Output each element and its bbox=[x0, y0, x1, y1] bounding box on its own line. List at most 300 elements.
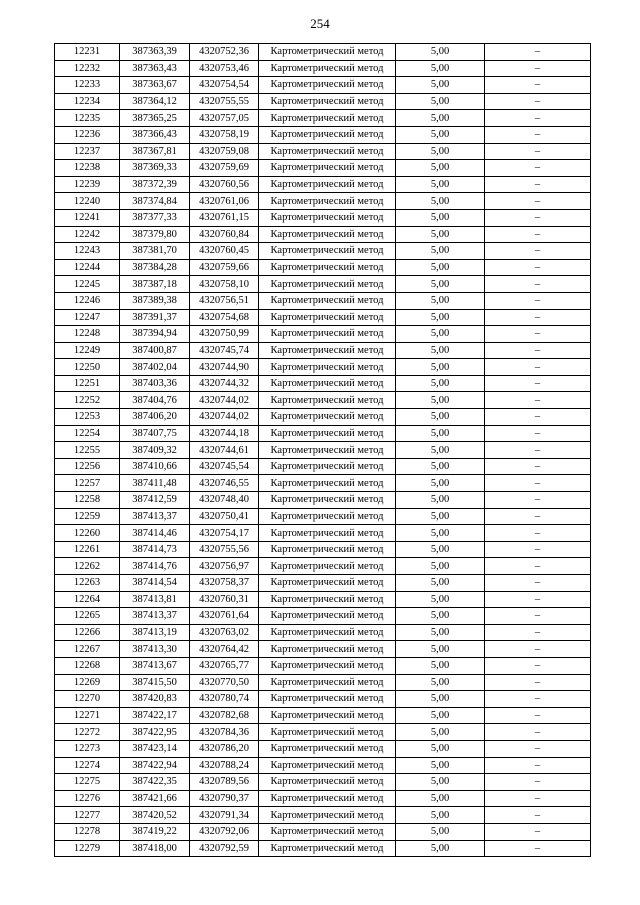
note-cell: – bbox=[485, 757, 591, 774]
x-coordinate-cell: 387409,32 bbox=[120, 442, 190, 459]
note-cell: – bbox=[485, 575, 591, 592]
y-coordinate-cell: 4320761,06 bbox=[190, 193, 259, 210]
y-coordinate-cell: 4320790,37 bbox=[190, 790, 259, 807]
accuracy-cell: 5,00 bbox=[396, 541, 485, 558]
accuracy-cell: 5,00 bbox=[396, 126, 485, 143]
x-coordinate-cell: 387379,80 bbox=[120, 226, 190, 243]
x-coordinate-cell: 387369,33 bbox=[120, 160, 190, 177]
method-cell: Картометрический метод bbox=[259, 359, 396, 376]
accuracy-cell: 5,00 bbox=[396, 591, 485, 608]
x-coordinate-cell: 387413,37 bbox=[120, 608, 190, 625]
note-cell: – bbox=[485, 724, 591, 741]
x-coordinate-cell: 387420,83 bbox=[120, 691, 190, 708]
y-coordinate-cell: 4320744,02 bbox=[190, 392, 259, 409]
method-cell: Картометрический метод bbox=[259, 508, 396, 525]
x-coordinate-cell: 387363,43 bbox=[120, 60, 190, 77]
y-coordinate-cell: 4320759,66 bbox=[190, 259, 259, 276]
note-cell: – bbox=[485, 442, 591, 459]
accuracy-cell: 5,00 bbox=[396, 143, 485, 160]
method-cell: Картометрический метод bbox=[259, 176, 396, 193]
x-coordinate-cell: 387377,33 bbox=[120, 209, 190, 226]
table-row bbox=[55, 757, 591, 774]
y-coordinate-cell: 4320744,02 bbox=[190, 409, 259, 426]
accuracy-cell: 5,00 bbox=[396, 475, 485, 492]
method-cell: Картометрический метод bbox=[259, 674, 396, 691]
table-row bbox=[55, 657, 591, 674]
point-id-cell: 12272 bbox=[55, 724, 120, 741]
point-id-cell: 12275 bbox=[55, 774, 120, 791]
note-cell: – bbox=[485, 508, 591, 525]
method-cell: Картометрический метод bbox=[259, 608, 396, 625]
note-cell: – bbox=[485, 359, 591, 376]
coordinates-table bbox=[54, 43, 591, 857]
point-id-cell: 12253 bbox=[55, 409, 120, 426]
table-row bbox=[55, 93, 591, 110]
point-id-cell: 12264 bbox=[55, 591, 120, 608]
point-id-cell: 12274 bbox=[55, 757, 120, 774]
note-cell: – bbox=[485, 492, 591, 509]
point-id-cell: 12243 bbox=[55, 243, 120, 260]
coordinates-table-body bbox=[55, 44, 591, 857]
method-cell: Картометрический метод bbox=[259, 707, 396, 724]
point-id-cell: 12279 bbox=[55, 840, 120, 857]
table-row bbox=[55, 575, 591, 592]
point-id-cell: 12257 bbox=[55, 475, 120, 492]
point-id-cell: 12271 bbox=[55, 707, 120, 724]
method-cell: Картометрический метод bbox=[259, 624, 396, 641]
point-id-cell: 12241 bbox=[55, 209, 120, 226]
note-cell: – bbox=[485, 458, 591, 475]
y-coordinate-cell: 4320756,97 bbox=[190, 558, 259, 575]
x-coordinate-cell: 387363,67 bbox=[120, 77, 190, 94]
method-cell: Картометрический метод bbox=[259, 657, 396, 674]
accuracy-cell: 5,00 bbox=[396, 193, 485, 210]
note-cell: – bbox=[485, 60, 591, 77]
x-coordinate-cell: 387374,84 bbox=[120, 193, 190, 210]
y-coordinate-cell: 4320760,56 bbox=[190, 176, 259, 193]
accuracy-cell: 5,00 bbox=[396, 707, 485, 724]
y-coordinate-cell: 4320744,32 bbox=[190, 375, 259, 392]
table-row bbox=[55, 226, 591, 243]
note-cell: – bbox=[485, 176, 591, 193]
method-cell: Картометрический метод bbox=[259, 160, 396, 177]
table-row bbox=[55, 525, 591, 542]
x-coordinate-cell: 387406,20 bbox=[120, 409, 190, 426]
y-coordinate-cell: 4320754,54 bbox=[190, 77, 259, 94]
table-row bbox=[55, 674, 591, 691]
note-cell: – bbox=[485, 691, 591, 708]
y-coordinate-cell: 4320744,61 bbox=[190, 442, 259, 459]
note-cell: – bbox=[485, 276, 591, 293]
method-cell: Картометрический метод bbox=[259, 110, 396, 127]
x-coordinate-cell: 387412,59 bbox=[120, 492, 190, 509]
accuracy-cell: 5,00 bbox=[396, 740, 485, 757]
table-row bbox=[55, 774, 591, 791]
accuracy-cell: 5,00 bbox=[396, 757, 485, 774]
method-cell: Картометрический метод bbox=[259, 342, 396, 359]
y-coordinate-cell: 4320792,59 bbox=[190, 840, 259, 857]
note-cell: – bbox=[485, 243, 591, 260]
note-cell: – bbox=[485, 209, 591, 226]
note-cell: – bbox=[485, 375, 591, 392]
x-coordinate-cell: 387391,37 bbox=[120, 309, 190, 326]
note-cell: – bbox=[485, 707, 591, 724]
method-cell: Картометрический метод bbox=[259, 442, 396, 459]
method-cell: Картометрический метод bbox=[259, 243, 396, 260]
x-coordinate-cell: 387414,54 bbox=[120, 575, 190, 592]
method-cell: Картометрический метод bbox=[259, 309, 396, 326]
x-coordinate-cell: 387413,67 bbox=[120, 657, 190, 674]
point-id-cell: 12250 bbox=[55, 359, 120, 376]
point-id-cell: 12265 bbox=[55, 608, 120, 625]
x-coordinate-cell: 387407,75 bbox=[120, 425, 190, 442]
method-cell: Картометрический метод bbox=[259, 790, 396, 807]
note-cell: – bbox=[485, 608, 591, 625]
x-coordinate-cell: 387372,39 bbox=[120, 176, 190, 193]
y-coordinate-cell: 4320750,41 bbox=[190, 508, 259, 525]
table-row bbox=[55, 209, 591, 226]
method-cell: Картометрический метод bbox=[259, 740, 396, 757]
y-coordinate-cell: 4320752,36 bbox=[190, 44, 259, 61]
x-coordinate-cell: 387421,66 bbox=[120, 790, 190, 807]
method-cell: Картометрический метод bbox=[259, 458, 396, 475]
x-coordinate-cell: 387363,39 bbox=[120, 44, 190, 61]
accuracy-cell: 5,00 bbox=[396, 259, 485, 276]
accuracy-cell: 5,00 bbox=[396, 823, 485, 840]
table-row bbox=[55, 359, 591, 376]
note-cell: – bbox=[485, 409, 591, 426]
note-cell: – bbox=[485, 558, 591, 575]
method-cell: Картометрический метод bbox=[259, 276, 396, 293]
x-coordinate-cell: 387414,73 bbox=[120, 541, 190, 558]
method-cell: Картометрический метод bbox=[259, 541, 396, 558]
table-row bbox=[55, 243, 591, 260]
x-coordinate-cell: 387419,22 bbox=[120, 823, 190, 840]
y-coordinate-cell: 4320750,99 bbox=[190, 326, 259, 343]
accuracy-cell: 5,00 bbox=[396, 807, 485, 824]
point-id-cell: 12234 bbox=[55, 93, 120, 110]
method-cell: Картометрический метод bbox=[259, 691, 396, 708]
x-coordinate-cell: 387389,38 bbox=[120, 292, 190, 309]
x-coordinate-cell: 387411,48 bbox=[120, 475, 190, 492]
y-coordinate-cell: 4320784,36 bbox=[190, 724, 259, 741]
x-coordinate-cell: 387387,18 bbox=[120, 276, 190, 293]
method-cell: Картометрический метод bbox=[259, 292, 396, 309]
point-id-cell: 12240 bbox=[55, 193, 120, 210]
method-cell: Картометрический метод bbox=[259, 757, 396, 774]
note-cell: – bbox=[485, 657, 591, 674]
y-coordinate-cell: 4320763,02 bbox=[190, 624, 259, 641]
note-cell: – bbox=[485, 259, 591, 276]
accuracy-cell: 5,00 bbox=[396, 674, 485, 691]
accuracy-cell: 5,00 bbox=[396, 575, 485, 592]
note-cell: – bbox=[485, 740, 591, 757]
y-coordinate-cell: 4320744,18 bbox=[190, 425, 259, 442]
table-row bbox=[55, 326, 591, 343]
method-cell: Картометрический метод bbox=[259, 840, 396, 857]
method-cell: Картометрический метод bbox=[259, 525, 396, 542]
x-coordinate-cell: 387422,35 bbox=[120, 774, 190, 791]
accuracy-cell: 5,00 bbox=[396, 657, 485, 674]
table-row bbox=[55, 60, 591, 77]
x-coordinate-cell: 387403,36 bbox=[120, 375, 190, 392]
table-row bbox=[55, 292, 591, 309]
point-id-cell: 12273 bbox=[55, 740, 120, 757]
table-row bbox=[55, 458, 591, 475]
note-cell: – bbox=[485, 143, 591, 160]
accuracy-cell: 5,00 bbox=[396, 425, 485, 442]
accuracy-cell: 5,00 bbox=[396, 77, 485, 94]
accuracy-cell: 5,00 bbox=[396, 93, 485, 110]
x-coordinate-cell: 387381,70 bbox=[120, 243, 190, 260]
method-cell: Картометрический метод bbox=[259, 724, 396, 741]
point-id-cell: 12249 bbox=[55, 342, 120, 359]
point-id-cell: 12254 bbox=[55, 425, 120, 442]
y-coordinate-cell: 4320792,06 bbox=[190, 823, 259, 840]
method-cell: Картометрический метод bbox=[259, 823, 396, 840]
y-coordinate-cell: 4320780,74 bbox=[190, 691, 259, 708]
method-cell: Картометрический метод bbox=[259, 641, 396, 658]
accuracy-cell: 5,00 bbox=[396, 326, 485, 343]
y-coordinate-cell: 4320753,46 bbox=[190, 60, 259, 77]
table-row bbox=[55, 475, 591, 492]
accuracy-cell: 5,00 bbox=[396, 508, 485, 525]
note-cell: – bbox=[485, 126, 591, 143]
table-row bbox=[55, 276, 591, 293]
note-cell: – bbox=[485, 110, 591, 127]
point-id-cell: 12236 bbox=[55, 126, 120, 143]
point-id-cell: 12255 bbox=[55, 442, 120, 459]
accuracy-cell: 5,00 bbox=[396, 176, 485, 193]
accuracy-cell: 5,00 bbox=[396, 392, 485, 409]
table-row bbox=[55, 840, 591, 857]
method-cell: Картометрический метод bbox=[259, 44, 396, 61]
y-coordinate-cell: 4320761,15 bbox=[190, 209, 259, 226]
table-row bbox=[55, 409, 591, 426]
table-row bbox=[55, 176, 591, 193]
table-row bbox=[55, 608, 591, 625]
accuracy-cell: 5,00 bbox=[396, 375, 485, 392]
note-cell: – bbox=[485, 392, 591, 409]
accuracy-cell: 5,00 bbox=[396, 525, 485, 542]
accuracy-cell: 5,00 bbox=[396, 60, 485, 77]
method-cell: Картометрический метод bbox=[259, 492, 396, 509]
x-coordinate-cell: 387402,04 bbox=[120, 359, 190, 376]
accuracy-cell: 5,00 bbox=[396, 691, 485, 708]
point-id-cell: 12269 bbox=[55, 674, 120, 691]
y-coordinate-cell: 4320754,17 bbox=[190, 525, 259, 542]
note-cell: – bbox=[485, 44, 591, 61]
point-id-cell: 12239 bbox=[55, 176, 120, 193]
accuracy-cell: 5,00 bbox=[396, 160, 485, 177]
point-id-cell: 12247 bbox=[55, 309, 120, 326]
point-id-cell: 12266 bbox=[55, 624, 120, 641]
table-row bbox=[55, 160, 591, 177]
accuracy-cell: 5,00 bbox=[396, 243, 485, 260]
note-cell: – bbox=[485, 425, 591, 442]
point-id-cell: 12238 bbox=[55, 160, 120, 177]
point-id-cell: 12235 bbox=[55, 110, 120, 127]
note-cell: – bbox=[485, 160, 591, 177]
point-id-cell: 12242 bbox=[55, 226, 120, 243]
y-coordinate-cell: 4320754,68 bbox=[190, 309, 259, 326]
note-cell: – bbox=[485, 193, 591, 210]
accuracy-cell: 5,00 bbox=[396, 558, 485, 575]
x-coordinate-cell: 387422,94 bbox=[120, 757, 190, 774]
table-row bbox=[55, 392, 591, 409]
y-coordinate-cell: 4320745,74 bbox=[190, 342, 259, 359]
table-row bbox=[55, 624, 591, 641]
point-id-cell: 12237 bbox=[55, 143, 120, 160]
y-coordinate-cell: 4320761,64 bbox=[190, 608, 259, 625]
table-row bbox=[55, 790, 591, 807]
y-coordinate-cell: 4320765,77 bbox=[190, 657, 259, 674]
accuracy-cell: 5,00 bbox=[396, 608, 485, 625]
point-id-cell: 12259 bbox=[55, 508, 120, 525]
x-coordinate-cell: 387365,25 bbox=[120, 110, 190, 127]
method-cell: Картометрический метод bbox=[259, 409, 396, 426]
point-id-cell: 12277 bbox=[55, 807, 120, 824]
point-id-cell: 12251 bbox=[55, 375, 120, 392]
x-coordinate-cell: 387410,66 bbox=[120, 458, 190, 475]
note-cell: – bbox=[485, 77, 591, 94]
x-coordinate-cell: 387414,46 bbox=[120, 525, 190, 542]
point-id-cell: 12252 bbox=[55, 392, 120, 409]
point-id-cell: 12260 bbox=[55, 525, 120, 542]
y-coordinate-cell: 4320756,51 bbox=[190, 292, 259, 309]
note-cell: – bbox=[485, 541, 591, 558]
accuracy-cell: 5,00 bbox=[396, 276, 485, 293]
point-id-cell: 12262 bbox=[55, 558, 120, 575]
note-cell: – bbox=[485, 641, 591, 658]
accuracy-cell: 5,00 bbox=[396, 458, 485, 475]
accuracy-cell: 5,00 bbox=[396, 44, 485, 61]
method-cell: Картометрический метод bbox=[259, 774, 396, 791]
accuracy-cell: 5,00 bbox=[396, 724, 485, 741]
table-row bbox=[55, 591, 591, 608]
note-cell: – bbox=[485, 807, 591, 824]
y-coordinate-cell: 4320791,34 bbox=[190, 807, 259, 824]
accuracy-cell: 5,00 bbox=[396, 359, 485, 376]
x-coordinate-cell: 387400,87 bbox=[120, 342, 190, 359]
note-cell: – bbox=[485, 326, 591, 343]
y-coordinate-cell: 4320748,40 bbox=[190, 492, 259, 509]
method-cell: Картометрический метод bbox=[259, 77, 396, 94]
y-coordinate-cell: 4320760,31 bbox=[190, 591, 259, 608]
y-coordinate-cell: 4320764,42 bbox=[190, 641, 259, 658]
table-row bbox=[55, 508, 591, 525]
table-row bbox=[55, 558, 591, 575]
note-cell: – bbox=[485, 93, 591, 110]
note-cell: – bbox=[485, 624, 591, 641]
method-cell: Картометрический метод bbox=[259, 209, 396, 226]
method-cell: Картометрический метод bbox=[259, 392, 396, 409]
table-row bbox=[55, 259, 591, 276]
note-cell: – bbox=[485, 823, 591, 840]
table-row bbox=[55, 425, 591, 442]
method-cell: Картометрический метод bbox=[259, 475, 396, 492]
accuracy-cell: 5,00 bbox=[396, 209, 485, 226]
table-row bbox=[55, 707, 591, 724]
note-cell: – bbox=[485, 674, 591, 691]
table-row bbox=[55, 492, 591, 509]
point-id-cell: 12248 bbox=[55, 326, 120, 343]
method-cell: Картометрический метод bbox=[259, 558, 396, 575]
method-cell: Картометрический метод bbox=[259, 425, 396, 442]
y-coordinate-cell: 4320759,08 bbox=[190, 143, 259, 160]
point-id-cell: 12244 bbox=[55, 259, 120, 276]
accuracy-cell: 5,00 bbox=[396, 226, 485, 243]
note-cell: – bbox=[485, 790, 591, 807]
method-cell: Картометрический метод bbox=[259, 807, 396, 824]
point-id-cell: 12263 bbox=[55, 575, 120, 592]
x-coordinate-cell: 387367,81 bbox=[120, 143, 190, 160]
table-row bbox=[55, 44, 591, 61]
x-coordinate-cell: 387422,95 bbox=[120, 724, 190, 741]
y-coordinate-cell: 4320782,68 bbox=[190, 707, 259, 724]
page-number: 254 bbox=[310, 16, 330, 31]
method-cell: Картометрический метод bbox=[259, 60, 396, 77]
note-cell: – bbox=[485, 774, 591, 791]
table-row bbox=[55, 342, 591, 359]
y-coordinate-cell: 4320786,20 bbox=[190, 740, 259, 757]
y-coordinate-cell: 4320755,55 bbox=[190, 93, 259, 110]
note-cell: – bbox=[485, 525, 591, 542]
accuracy-cell: 5,00 bbox=[396, 624, 485, 641]
table-row bbox=[55, 807, 591, 824]
point-id-cell: 12278 bbox=[55, 823, 120, 840]
accuracy-cell: 5,00 bbox=[396, 110, 485, 127]
table-row bbox=[55, 309, 591, 326]
y-coordinate-cell: 4320760,84 bbox=[190, 226, 259, 243]
point-id-cell: 12267 bbox=[55, 641, 120, 658]
x-coordinate-cell: 387413,30 bbox=[120, 641, 190, 658]
y-coordinate-cell: 4320744,90 bbox=[190, 359, 259, 376]
y-coordinate-cell: 4320758,37 bbox=[190, 575, 259, 592]
method-cell: Картометрический метод bbox=[259, 259, 396, 276]
table-row bbox=[55, 740, 591, 757]
point-id-cell: 12246 bbox=[55, 292, 120, 309]
table-row bbox=[55, 442, 591, 459]
accuracy-cell: 5,00 bbox=[396, 409, 485, 426]
point-id-cell: 12231 bbox=[55, 44, 120, 61]
accuracy-cell: 5,00 bbox=[396, 342, 485, 359]
accuracy-cell: 5,00 bbox=[396, 790, 485, 807]
table-row bbox=[55, 823, 591, 840]
y-coordinate-cell: 4320789,56 bbox=[190, 774, 259, 791]
y-coordinate-cell: 4320758,10 bbox=[190, 276, 259, 293]
table-row bbox=[55, 193, 591, 210]
point-id-cell: 12258 bbox=[55, 492, 120, 509]
x-coordinate-cell: 387420,52 bbox=[120, 807, 190, 824]
table-row bbox=[55, 541, 591, 558]
x-coordinate-cell: 387418,00 bbox=[120, 840, 190, 857]
y-coordinate-cell: 4320746,55 bbox=[190, 475, 259, 492]
accuracy-cell: 5,00 bbox=[396, 774, 485, 791]
table-row bbox=[55, 77, 591, 94]
table-row bbox=[55, 126, 591, 143]
y-coordinate-cell: 4320770,50 bbox=[190, 674, 259, 691]
method-cell: Картометрический метод bbox=[259, 143, 396, 160]
accuracy-cell: 5,00 bbox=[396, 292, 485, 309]
point-id-cell: 12256 bbox=[55, 458, 120, 475]
point-id-cell: 12245 bbox=[55, 276, 120, 293]
x-coordinate-cell: 387414,76 bbox=[120, 558, 190, 575]
point-id-cell: 12270 bbox=[55, 691, 120, 708]
table-row bbox=[55, 691, 591, 708]
y-coordinate-cell: 4320757,05 bbox=[190, 110, 259, 127]
note-cell: – bbox=[485, 292, 591, 309]
